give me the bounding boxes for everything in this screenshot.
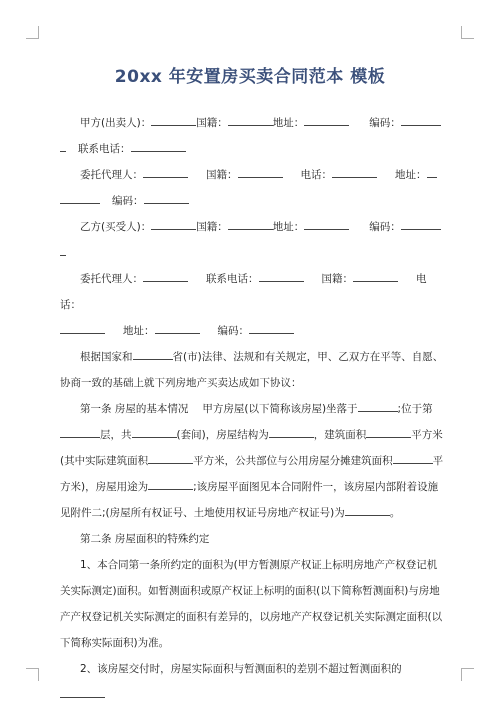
- agent-b-nationality-blank[interactable]: [353, 269, 398, 282]
- article-1-total-floors-blank[interactable]: [132, 425, 177, 438]
- article-2-heading: 第二条 房屋面积的特殊约定: [80, 533, 210, 545]
- party-a-name-blank[interactable]: [151, 113, 196, 126]
- article-1-text-1: 甲方房屋(以下简称该房屋)坐落于: [202, 403, 358, 415]
- agent-b-contact-phone-label: 联系电话：: [206, 273, 259, 285]
- agent-a-code-line: [60, 188, 445, 214]
- party-a-phone-line: [60, 136, 445, 162]
- party-b-line: [60, 214, 445, 240]
- party-a-phone-blank[interactable]: [131, 139, 186, 152]
- agent-a-address-blank[interactable]: [427, 165, 437, 178]
- party-a-code-blank-cont[interactable]: [60, 139, 66, 152]
- article-1-location-blank[interactable]: [358, 399, 398, 412]
- party-b-code-blank-cont[interactable]: [60, 243, 66, 256]
- agent-b-address-line: [60, 318, 445, 344]
- article-1-text-5: ，建筑面积: [313, 429, 367, 441]
- article-2-item-2-text: 2、该房屋交付时，房屋实际面积与暂测面积的差别不超过暂测面积的: [80, 663, 402, 675]
- agent-b-contact-phone-blank[interactable]: [259, 269, 304, 282]
- article-2-item-2: [60, 656, 445, 708]
- article-1-certificate-blank[interactable]: [345, 503, 390, 516]
- agent-a-name-blank[interactable]: [143, 165, 188, 178]
- article-1-structure-blank[interactable]: [269, 425, 314, 438]
- party-b-code-label: 编码：: [369, 221, 401, 233]
- article-1-text-8: 平方米)，房屋用途为: [60, 455, 444, 493]
- article-1-text-7: 平方米，公共部位与公用房屋分摊建筑面积: [193, 455, 393, 467]
- agent-a-nationality-label: 国籍：: [206, 169, 238, 181]
- agent-b-name-blank[interactable]: [143, 269, 188, 282]
- party-b-address-label: 地址：: [272, 221, 305, 233]
- article-1-text-3: 层，共: [100, 429, 132, 441]
- party-a-phone-label: 联系电话：: [78, 143, 131, 155]
- agent-b-phone-label: 电话：: [60, 273, 427, 311]
- article-1-floor-blank[interactable]: [60, 425, 100, 438]
- intro-province-blank[interactable]: [133, 347, 173, 360]
- article-1-text-9: ;该房屋平面图见本合同附件一，该房屋内部附着设施见附件二;(房屋所有权证号、土地使用权证号房地产权证号)为: [60, 481, 439, 519]
- agent-a-code-label: 编码：: [112, 195, 144, 207]
- agent-b-nationality-label: 国籍：: [321, 273, 353, 285]
- crop-mark-top-left: [26, 26, 39, 39]
- party-a-address-label: 地址：: [272, 117, 305, 129]
- agent-b-line: [60, 266, 445, 318]
- intro-text-1: 根据国家和: [80, 351, 133, 363]
- agent-b-label: 委托代理人：: [80, 273, 143, 285]
- party-a-nationality-label: 国籍：: [196, 117, 228, 129]
- party-a-address-blank[interactable]: [304, 113, 349, 126]
- agent-a-label: 委托代理人：: [80, 169, 143, 181]
- article-1-heading: 第一条 房屋的基本情况: [80, 403, 189, 415]
- party-b-code-cont-line: [60, 240, 445, 266]
- agent-a-address-label: 地址：: [395, 169, 427, 181]
- intro-paragraph: [60, 344, 445, 396]
- article-1-shared-area-blank[interactable]: [393, 451, 433, 464]
- agent-b-address-label: 地址：: [123, 325, 155, 337]
- agent-a-phone-label: 电话：: [300, 169, 332, 181]
- party-a-code-label: 编码：: [369, 117, 401, 129]
- article-2-item-1: 1、本合同第一条所约定的面积为(甲方暂测原产权证上标明房地产产权登记机关实际测定)面积。如暂测面积或原产权证上标明的面积(以下简称暂测面积)与房地产产权登记机关实际测定的面积有差异的，以房地产产权登记机关实际测定面积(以下简称实际面积)为准。: [60, 559, 443, 649]
- party-a-code-blank[interactable]: [401, 113, 441, 126]
- party-b-nationality-label: 国籍：: [196, 221, 228, 233]
- agent-a-address-blank-cont[interactable]: [60, 191, 100, 204]
- party-b-name-blank[interactable]: [151, 217, 196, 230]
- party-a-nationality-blank[interactable]: [228, 113, 273, 126]
- party-b-address-blank[interactable]: [304, 217, 349, 230]
- article-1-usage-blank[interactable]: [148, 477, 193, 490]
- crop-mark-top-right: [461, 26, 474, 39]
- article-1-text-4: (套间)，房屋结构为: [176, 429, 269, 441]
- party-a-label: 甲方(出卖人)：: [80, 117, 152, 129]
- article-1-paragraph: [60, 396, 445, 526]
- article-1-text-6: 平方米(其中实际建筑面积: [60, 429, 443, 467]
- party-b-nationality-blank[interactable]: [228, 217, 273, 230]
- party-b-code-blank[interactable]: [401, 217, 441, 230]
- party-b-label: 乙方(买受人)：: [80, 221, 152, 233]
- document-body: [60, 110, 445, 708]
- article-2-item-2-blank[interactable]: [60, 685, 105, 698]
- agent-a-nationality-blank[interactable]: [238, 165, 283, 178]
- agent-b-code-blank[interactable]: [249, 321, 294, 334]
- agent-a-phone-blank[interactable]: [332, 165, 377, 178]
- party-a-line: [60, 110, 445, 136]
- agent-b-phone-blank[interactable]: [60, 321, 105, 334]
- article-1-text-10: 。: [389, 507, 401, 519]
- agent-b-address-blank[interactable]: [155, 321, 200, 334]
- document-title: 20xx 年安置房买卖合同范本 模板: [114, 67, 386, 87]
- intro-text-2: 省(市)法律、法规和有关规定，甲、乙双方在平等、自愿、协商一致的基础上就下列房地产买卖达成如下协议：: [60, 351, 444, 389]
- article-1-text-2: ;位于第: [397, 403, 433, 415]
- crop-mark-bottom-right: [461, 668, 474, 681]
- article-1-actual-area-blank[interactable]: [148, 451, 193, 464]
- agent-a-code-blank[interactable]: [144, 191, 189, 204]
- crop-mark-bottom-left: [26, 668, 39, 681]
- agent-a-line: [60, 162, 445, 188]
- agent-b-code-label: 编码：: [217, 325, 249, 337]
- article-1-area-blank[interactable]: [366, 425, 411, 438]
